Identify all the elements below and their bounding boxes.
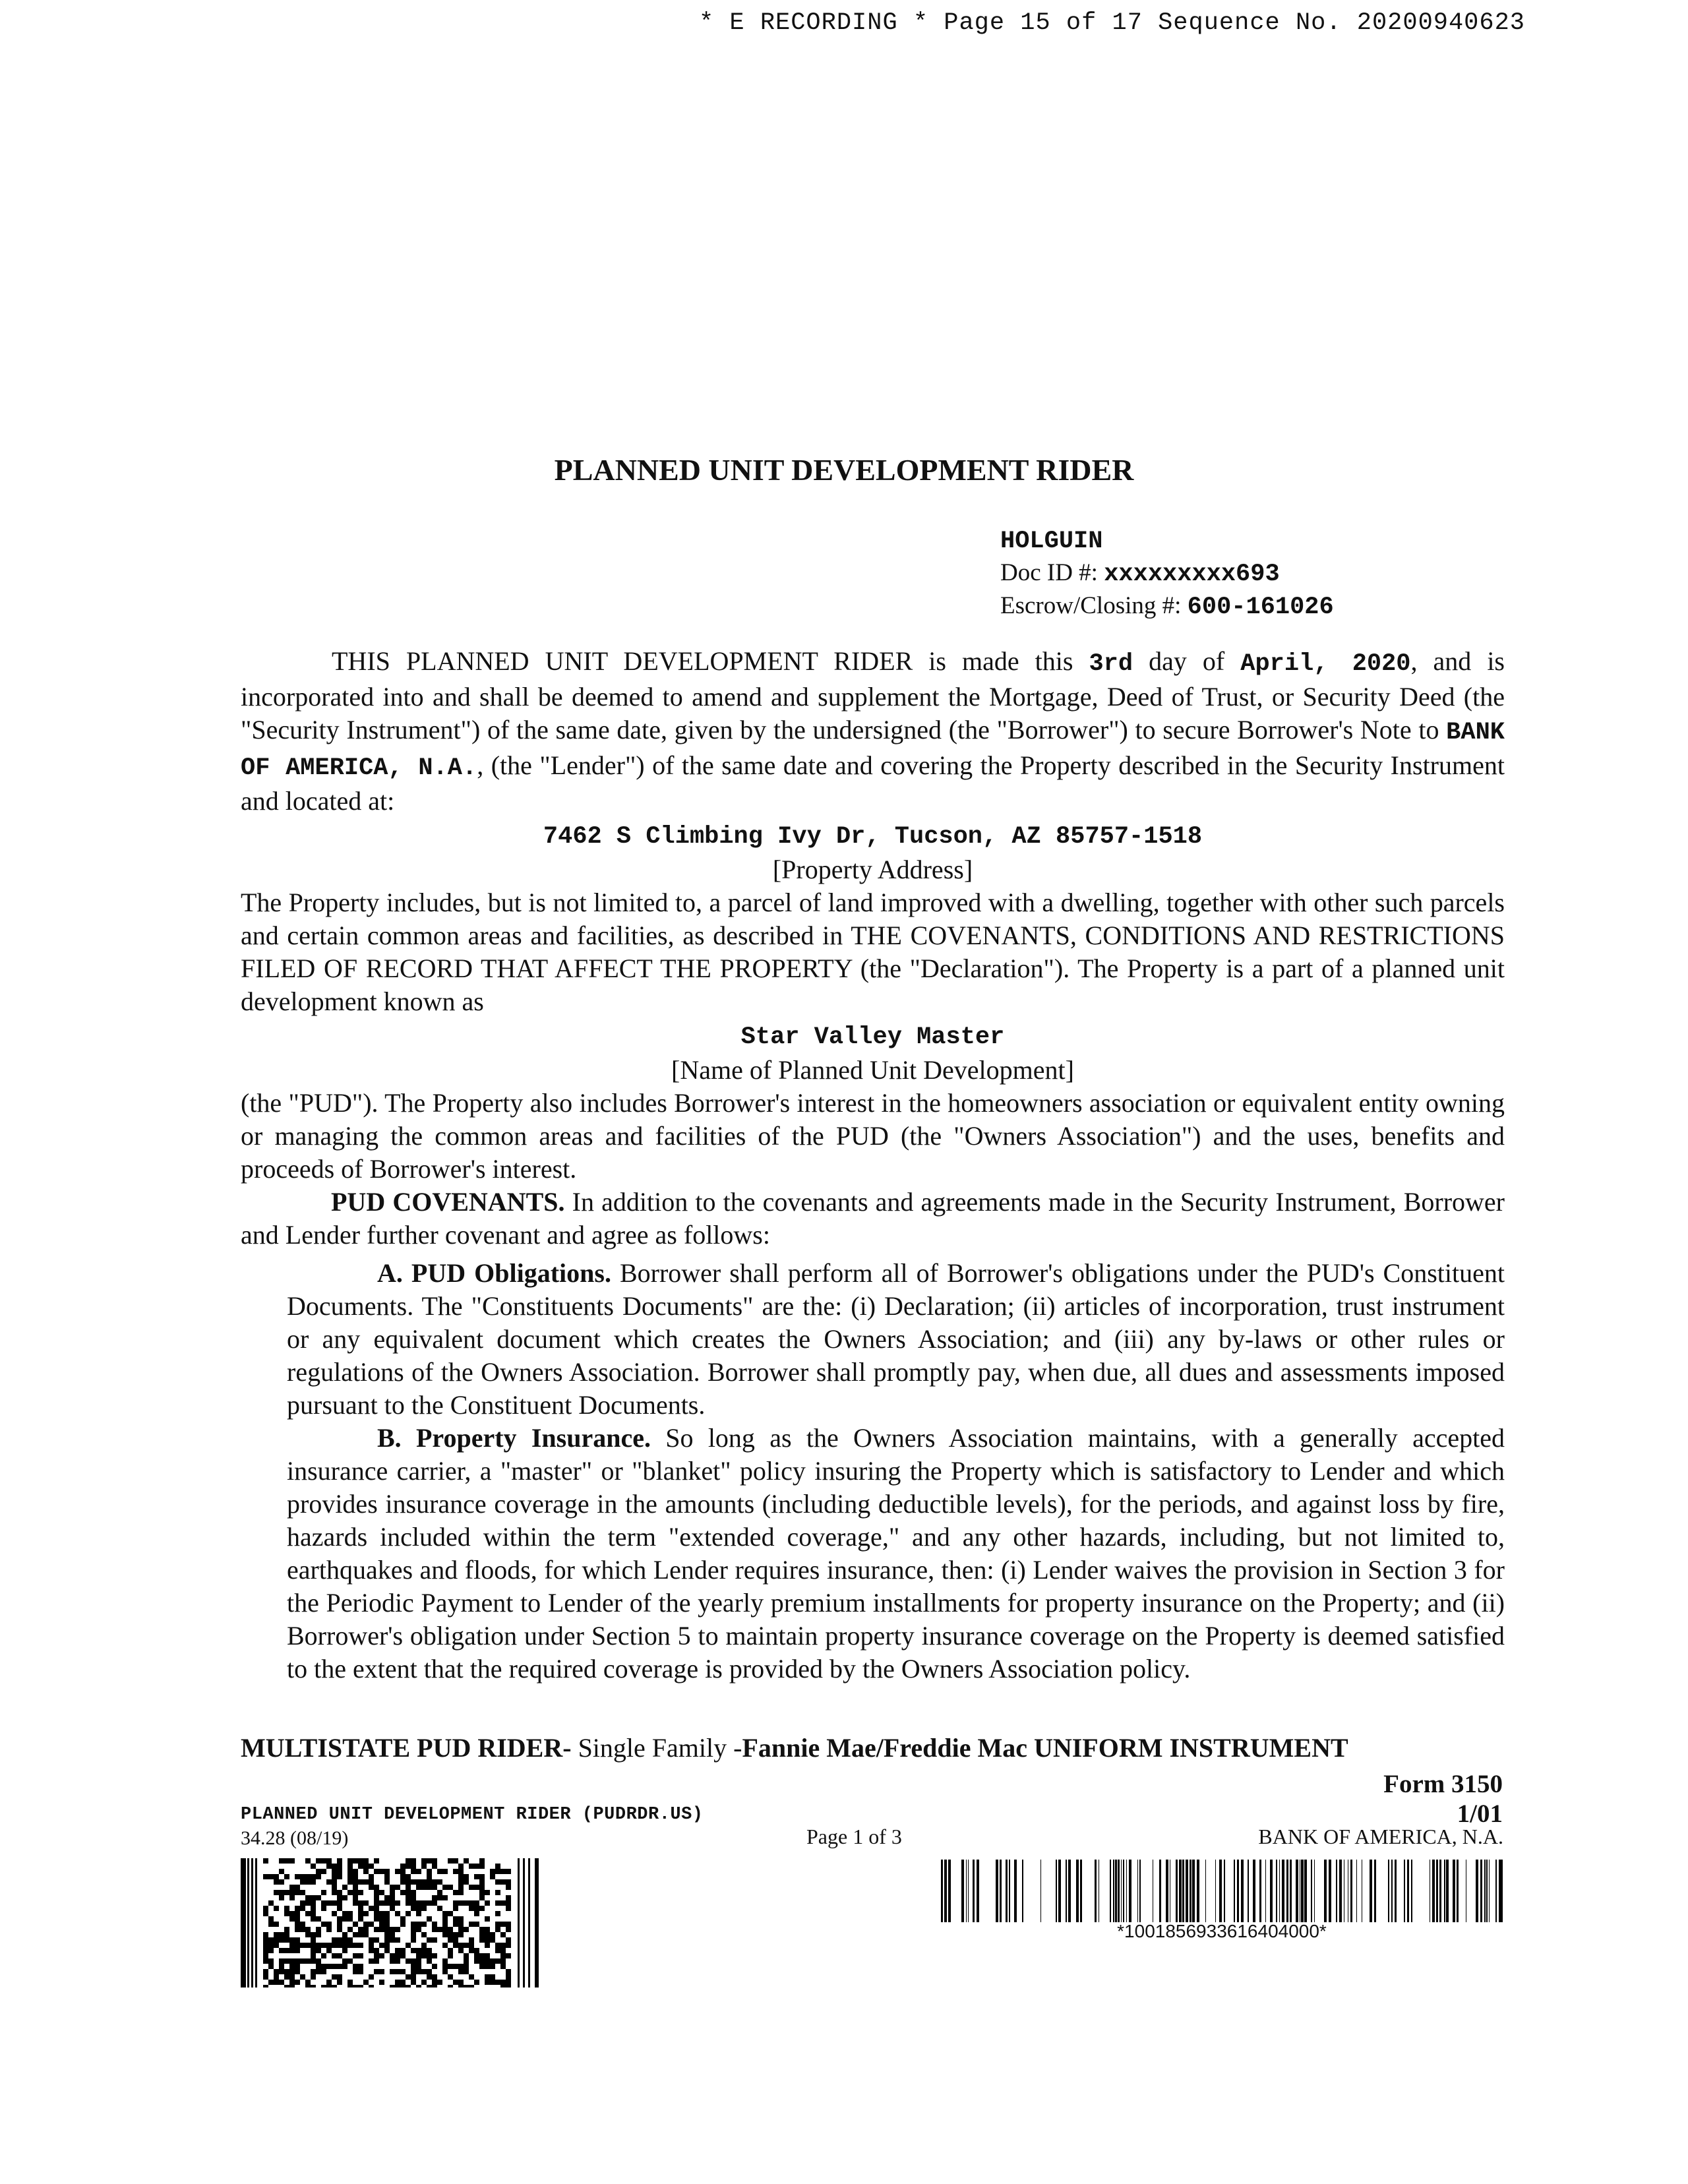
- property-paragraph: The Property includes, but is not limited to, a parcel of land improved with a dwelling, together with other such parcels and certain common areas and facilities, as described in THE COVENANTS, CONDITIONS AND RESTRICTIONS FILED OF RECORD THAT AFFECT THE PROPERTY (the "Declaration"). The Property is a part of a planned unit development known as: [241, 888, 1505, 1016]
- rider-footer-title: [241, 1732, 1348, 1763]
- section-a-heading: A. PUD Obligations.: [377, 1258, 611, 1288]
- section-a: [287, 1257, 1505, 1422]
- escrow-label: Escrow/Closing #:: [1000, 592, 1188, 619]
- form-name: PLANNED UNIT DEVELOPMENT RIDER (PUDRDR.US): [241, 1805, 704, 1825]
- footer-rider-end: Fannie Mae/Freddie Mac UNIFORM INSTRUMENT: [742, 1733, 1348, 1763]
- document-title: PLANNED UNIT DEVELOPMENT RIDER: [554, 453, 1134, 487]
- linear-barcode-icon: [941, 1860, 1503, 1922]
- pud-name-caption: [Name of Planned Unit Development]: [671, 1055, 1074, 1085]
- rider-date: April, 2020: [1240, 650, 1411, 678]
- section-b-text: So long as the Owners Association maintains, with a generally accepted insurance carrier, a "master" or "blanket" policy insuring the Property which is satisfactory to Lender and which provides insurance coverage in the amounts (including deductible levels), for the periods, and against loss by fire, hazards included within the term "extended coverage," and any other hazards, including, but not limited to, earthquakes and floods, for which Lender requires insurance, then: (i) Lender waives the provision in Section 3 for the Periodic Payment to Lender of the yearly premium installments for property insurance on the Property; and (ii) Borrower's obligation under Section 5 to maintain property insurance coverage on the Property is deemed satisfied to the extent that the required coverage is provided by the Owners Association policy.: [287, 1423, 1505, 1684]
- property-address-line: [241, 818, 1505, 853]
- section-b-heading: B. Property Insurance.: [377, 1423, 651, 1453]
- lender-name: BANK OF AMERICA, N.A.: [241, 719, 1505, 782]
- intro-text-1: THIS PLANNED UNIT DEVELOPMENT RIDER is made this: [332, 646, 1089, 676]
- rider-body: [241, 645, 1505, 1685]
- covenant-sections: [287, 1257, 1505, 1685]
- rider-day: 3rd: [1089, 650, 1133, 678]
- page-info: Page 1 of 3: [806, 1825, 902, 1848]
- section-a-text: Borrower shall perform all of Borrower's obligations under the PUD's Constituent Documents. The "Constituents Documents" are the: (i) Declaration; (ii) articles of incorporation, trust instrument or any equivalent document which creates the Owners Association; and (iii) any by-laws or other rules or regulations of the Owners Association. Borrower shall promptly pay, when due, all dues and assessments imposed pursuant to the Constituent Documents.: [287, 1258, 1505, 1420]
- escrow-value: 600-161026: [1187, 593, 1334, 621]
- barcode-number: *1001856933616404000*: [1117, 1921, 1327, 1941]
- property-address: 7462 S Climbing Ivy Dr, Tucson, AZ 85757-1518: [543, 823, 1203, 851]
- covenants-heading: PUD COVENANTS.: [331, 1187, 565, 1217]
- section-b: [287, 1422, 1505, 1685]
- intro-text-4: , (the "Lender") of the same date and covering the Property described in the Security Instrument and located at:: [241, 750, 1505, 816]
- borrower-name: HOLGUIN: [1000, 528, 1103, 555]
- footer-rider-title: MULTISTATE PUD RIDER-: [241, 1733, 572, 1763]
- footer-lender-name: BANK OF AMERICA, N.A.: [1258, 1825, 1503, 1848]
- doc-id-line: [1000, 557, 1334, 590]
- covenants-paragraph: [241, 1186, 1505, 1252]
- form-version: 34.28 (08/19): [241, 1827, 349, 1849]
- footer-rider-mid: Single Family -: [571, 1733, 742, 1763]
- intro-text-3: , and is incorporated into and shall be deemed to amend and supplement the Mortgage, Deed of Trust, or Security Deed (the "Security Instrument") of the same date, given by the undersigned (the "Borrower") to secure Borrower's Note to: [241, 646, 1505, 744]
- pud-name-line: [241, 1018, 1505, 1054]
- recording-header: * E RECORDING * Page 15 of 17 Sequence No. 20200940623: [699, 9, 1525, 37]
- pud-name: Star Valley Master: [740, 1023, 1005, 1051]
- doc-id-label: Doc ID #:: [1000, 559, 1104, 586]
- form-number: Form 3150 1/01: [1383, 1770, 1503, 1828]
- intro-paragraph: [241, 645, 1505, 818]
- doc-id-value: xxxxxxxxx693: [1104, 561, 1280, 588]
- escrow-line: [1000, 590, 1334, 623]
- pdf417-barcode-icon: [241, 1858, 539, 1987]
- intro-text-2: day of: [1133, 646, 1241, 676]
- property-address-caption: [Property Address]: [772, 855, 973, 884]
- pud-paragraph: (the "PUD"). The Property also includes Borrower's interest in the homeowners association or equivalent entity owning or managing the common areas and facilities of the PUD (the "Owners Association") and the uses, benefits and proceeds of Borrower's interest.: [241, 1088, 1505, 1184]
- reference-block: [1000, 526, 1334, 623]
- covenants-text: In addition to the covenants and agreements made in the Security Instrument, Borrower and Lender further covenant and agree as follows:: [241, 1187, 1505, 1250]
